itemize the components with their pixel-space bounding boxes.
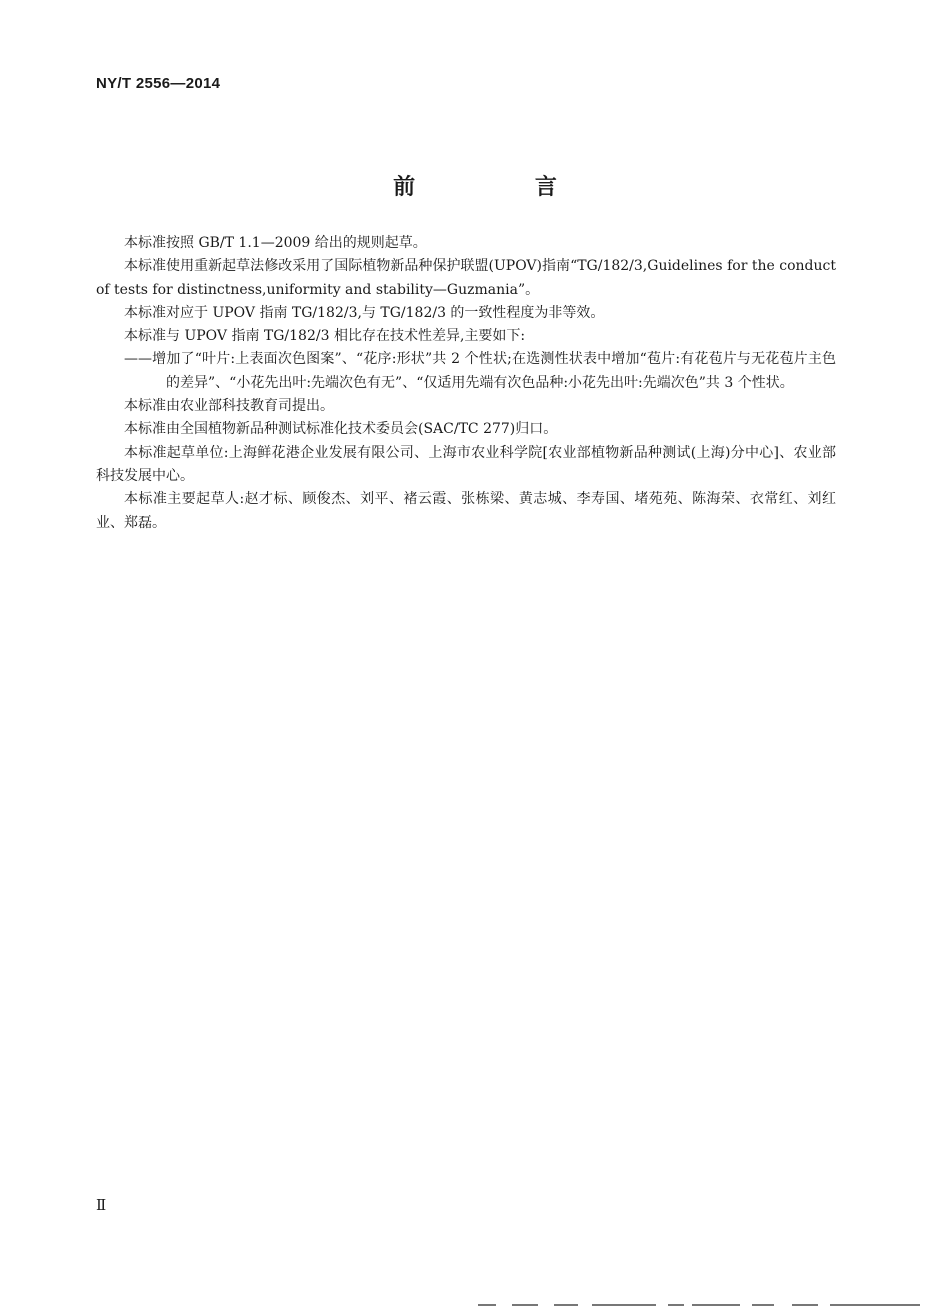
paragraph-centralized-by: 本标准由全国植物新品种测试标准化技术委员会(SAC/TC 277)归口。 bbox=[124, 421, 558, 438]
standard-code: NY/T 2556—2014 bbox=[96, 75, 221, 92]
paragraph-drafters: 本标准主要起草人:赵才标、顾俊杰、刘平、褚云霞、张栋梁、黄志城、李寿国、堵苑苑、陈海荣、衣常红、刘红业、郑磊。 bbox=[96, 491, 836, 531]
page-title: 前 言 bbox=[393, 175, 613, 200]
page-number: Ⅱ bbox=[96, 1196, 107, 1214]
paragraph-drafting-rules: 本标准按照 GB/T 1.1—2009 给出的规则起草。 bbox=[124, 235, 427, 251]
paragraph-differences: 本标准与 UPOV 指南 TG/182/3 相比存在技术性差异,主要如下: bbox=[124, 328, 526, 345]
scan-edge-marks bbox=[0, 1302, 950, 1306]
paragraph-consistency: 本标准对应于 UPOV 指南 TG/182/3,与 TG/182/3 的一致性程度为非等效。 bbox=[124, 304, 605, 321]
list-item-difference: ——增加了“叶片:上表面次色图案”、“花序:形状”共 2 个性状;在选测性状表中增加“苞片:有花苞片与无花苞片主色的差异”、“小花先出叶:先端次色有无”、“仅适用先端有次色品种:小花先出叶:先端次色”共 3 个性状。 bbox=[124, 351, 836, 391]
document-body bbox=[96, 232, 836, 535]
paragraph-drafting-units: 本标准起草单位:上海鲜花港企业发展有限公司、上海市农业科学院[农业部植物新品种测试(上海)分中心]、农业部科技发展中心。 bbox=[96, 444, 836, 484]
paragraph-proposed-by: 本标准由农业部科技教育司提出。 bbox=[124, 398, 334, 415]
paragraph-adoption: 本标准使用重新起草法修改采用了国际植物新品种保护联盟(UPOV)指南“TG/182/3,Guidelines for the conduct of tests for distinctness,uniformity and stability—Guzmania”。 bbox=[96, 258, 836, 298]
